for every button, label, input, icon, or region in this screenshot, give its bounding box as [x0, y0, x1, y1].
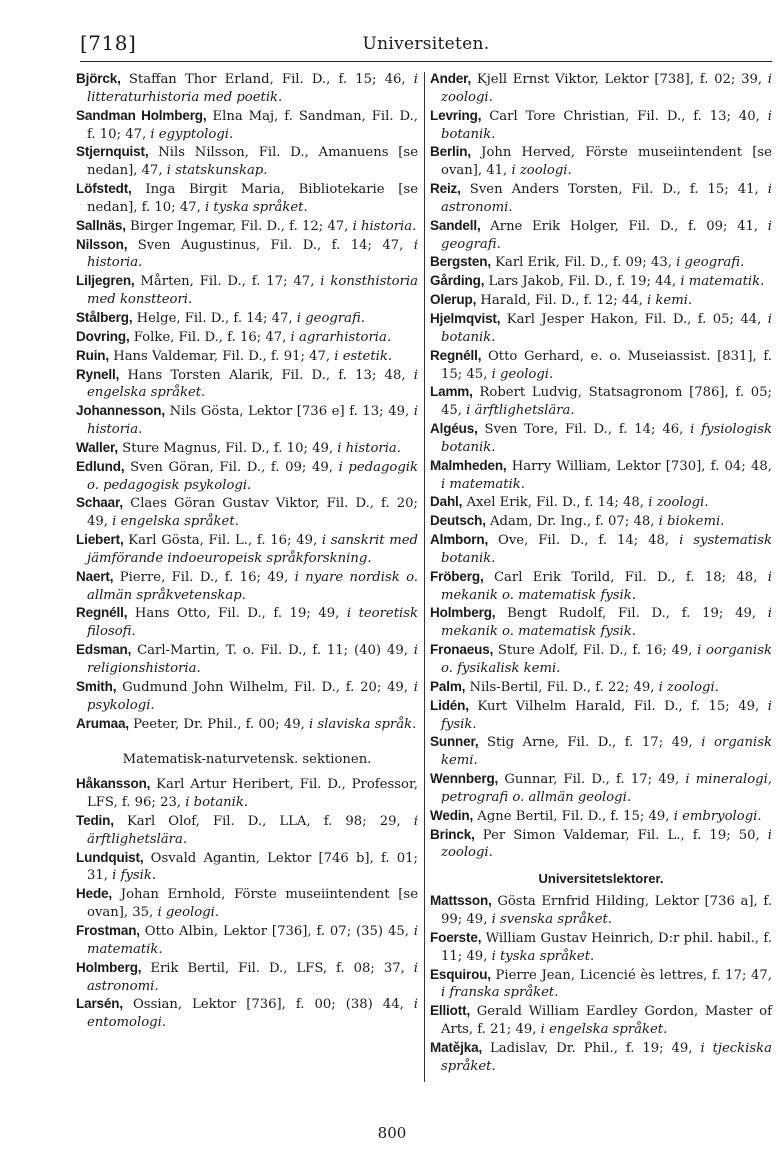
entry-name: Löfstedt,	[76, 181, 132, 197]
entry-name: Wedin,	[430, 807, 474, 823]
entry-details: Sture Magnus, Fil. D., f. 10; 49,	[117, 440, 338, 456]
entry-subject: i matematik.	[87, 923, 418, 957]
entry-details: Elna Maj, f. Sandman, Fil. D., f. 10; 47,	[87, 108, 418, 142]
directory-entry	[430, 641, 772, 678]
entry-details: Ladislav, Dr. Phil., f. 19; 49,	[482, 1040, 701, 1056]
entry-name: Lundquist,	[76, 849, 144, 865]
entry-details: Adam, Dr. Ing., f. 07; 48,	[485, 514, 659, 530]
entry-name: Rynell,	[76, 366, 120, 382]
entry-details: William Gustav Heinrich, D:r phil. habil., f. 11; 49,	[441, 930, 772, 964]
entry-name: Deutsch,	[430, 513, 486, 529]
entry-name: Reiz,	[430, 181, 461, 197]
entry-name: Liljegren,	[76, 273, 135, 289]
entry-subject: i matematik.	[441, 476, 525, 492]
entry-subject: i religionshistoria.	[87, 643, 418, 676]
directory-entry	[430, 826, 772, 863]
entry-details: Robert Ludvig, Statsagronom [786], f. 05; 45,	[441, 385, 772, 419]
directory-entry	[430, 383, 772, 420]
directory-entry	[430, 253, 772, 272]
entry-list	[76, 775, 418, 1032]
entry-name: Sandman Holmberg,	[76, 107, 207, 123]
entry-details: Otto Albin, Lektor [736], f. 07; (35) 45,	[139, 923, 414, 939]
directory-entry	[430, 1002, 772, 1039]
entry-details: Ossian, Lektor [736], f. 00; (38) 44,	[122, 997, 414, 1013]
directory-entry	[430, 70, 772, 107]
entry-name: Sunner,	[430, 734, 479, 750]
entry-details: Agne Bertil, Fil. D., f. 15; 49,	[473, 808, 674, 824]
directory-entry	[430, 697, 772, 734]
entry-list	[76, 70, 418, 733]
directory-entry	[430, 531, 772, 568]
entry-subject: i zoologi.	[648, 495, 709, 511]
entry-name: Johannesson,	[76, 403, 165, 419]
entry-name: Lamm,	[430, 384, 473, 400]
entry-details: Gudmund John Wilhelm, Fil. D., f. 20; 49,	[116, 679, 414, 695]
directory-entry	[76, 715, 418, 734]
entry-subject: i botanik.	[441, 311, 772, 345]
entry-name: Nilsson,	[76, 236, 128, 252]
entry-name: Edsman,	[76, 642, 132, 658]
entry-name: Wennberg,	[430, 771, 499, 787]
directory-entry	[430, 217, 772, 254]
entry-details: Staffan Thor Erland, Fil. D., f. 15; 46,	[120, 72, 414, 87]
entry-subject: i fysik.	[441, 698, 772, 732]
entry-details: Carl-Martin, T. o. Fil. D., f. 11; (40) 49,	[131, 643, 414, 659]
entry-list	[430, 70, 772, 862]
entry-subject: i pedagogik o. pedagogisk psykologi.	[87, 459, 418, 493]
entry-details: Sven Anders Torsten, Fil. D., f. 15; 41,	[460, 182, 768, 198]
entry-subject: i estetik.	[334, 348, 393, 364]
entry-subject: i fysiologisk botanik.	[441, 422, 772, 455]
entry-details: Gerald William Eardley Gordon, Master of Arts, f. 21; 49,	[441, 1004, 772, 1038]
directory-entry	[430, 291, 772, 310]
entry-subject: i litteraturhistoria med poetik.	[87, 72, 418, 105]
entry-subject: i geologi.	[157, 905, 220, 921]
entry-name: Foerste,	[430, 929, 482, 945]
directory-entry	[76, 70, 418, 107]
entry-name: Fröberg,	[430, 568, 484, 584]
entry-subject: i matematik.	[680, 274, 765, 290]
entry-details: Per Simon Valdemar, Fil. L., f. 19; 50,	[474, 827, 768, 843]
entry-details: Carl Erik Torild, Fil. D., f. 18; 48,	[483, 569, 768, 585]
entry-details: Stig Arne, Fil. D., f. 17; 49,	[478, 735, 702, 751]
entry-details: Carl Tore Christian, Fil. D., f. 13; 40,	[481, 108, 768, 124]
entry-subject: i embryologi.	[673, 808, 762, 824]
directory-entry	[430, 568, 772, 605]
entry-details: Osvald Agantin, Lektor [746 b], f. 01; 31,	[87, 850, 418, 884]
entry-name: Frostman,	[76, 922, 140, 938]
entry-details: Sven Göran, Fil. D., f. 09; 49,	[124, 459, 339, 475]
entry-name: Brinck,	[430, 826, 475, 842]
directory-entry	[76, 531, 418, 568]
directory-entry	[76, 309, 418, 328]
page-number: 800	[377, 1124, 407, 1142]
directory-entry	[76, 604, 418, 641]
entry-name: Fronaeus,	[430, 642, 494, 658]
entry-details: Inga Birgit Maria, Bibliotekarie [se nedan], f. 10; 47,	[87, 182, 418, 215]
entry-details: Gösta Ernfrid Hilding, Lektor [736 a], f. 99; 49,	[441, 894, 772, 927]
entry-details: Axel Erik, Fil. D., f. 14; 48,	[462, 495, 649, 511]
entry-subject: i sanskrit med jämförande indoeuropeisk språkforskning.	[87, 533, 418, 566]
entry-details: Folke, Fil. D., f. 16; 47,	[129, 329, 291, 345]
entry-name: Ruin,	[76, 347, 109, 363]
entry-name: Edlund,	[76, 458, 125, 474]
entry-subject: i slaviska språk.	[308, 716, 417, 732]
directory-entry	[430, 604, 772, 641]
directory-entry	[76, 568, 418, 605]
entry-subject: i fysik.	[112, 868, 157, 884]
entry-details: Lars Jakob, Fil. D., f. 19; 44,	[484, 274, 681, 290]
directory-entry	[430, 420, 772, 457]
entry-details: Sture Adolf, Fil. D., f. 16; 49,	[493, 643, 698, 659]
entry-details: Mårten, Fil. D., f. 17; 47,	[134, 274, 321, 290]
left-column	[76, 70, 418, 1032]
page-reference: [718]	[80, 31, 137, 55]
running-header	[80, 31, 772, 62]
entry-subject: i franska språket.	[441, 985, 559, 1001]
entry-details: Harald, Fil. D., f. 12; 44,	[476, 293, 648, 309]
entry-details: Gunnar, Fil. D., f. 17; 49,	[498, 772, 686, 788]
entry-name: Dahl,	[430, 494, 463, 510]
entry-subject: i svenska språket.	[491, 911, 612, 927]
directory-entry	[430, 272, 772, 291]
entry-name: Bergsten,	[430, 254, 491, 270]
entry-details: Sven Augustinus, Fil. D., f. 14; 47,	[127, 237, 414, 253]
section-heading: Matematisk-naturvetensk. sektionen.	[122, 752, 372, 768]
entry-subject: i astronomi.	[87, 960, 418, 994]
directory-entry	[76, 107, 418, 144]
entry-name: Smith,	[76, 678, 117, 694]
directory-entry	[430, 966, 772, 1003]
directory-entry	[430, 807, 772, 826]
entry-name: Matějka,	[430, 1039, 483, 1055]
entry-details: Peeter, Dr. Phil., f. 00; 49,	[128, 716, 309, 732]
entry-details: Otto Gerhard, e. o. Museiassist. [831], f. 15; 45,	[441, 348, 772, 382]
entry-name: Dovring,	[76, 328, 130, 344]
entry-details: Karl Gösta, Fil. L., f. 16; 49,	[123, 533, 322, 549]
entry-subject: i geografi.	[296, 310, 365, 326]
entry-name: Holmberg,	[430, 605, 496, 621]
directory-entry	[430, 457, 772, 494]
entry-details: Karl Artur Heribert, Fil. D., Professor, LFS, f. 96; 23,	[87, 777, 418, 811]
entry-name: Håkansson,	[76, 776, 151, 792]
directory-entry	[76, 439, 418, 458]
entry-subject: i engelska språket.	[112, 514, 239, 530]
entry-name: Larsén,	[76, 996, 123, 1012]
directory-entry	[430, 310, 772, 347]
directory-entry	[76, 236, 418, 273]
entry-subject: i mekanik o. matematisk fysik.	[441, 569, 772, 603]
entry-subject: i tyska språket.	[491, 948, 595, 964]
entry-details: Arne Erik Holger, Fil. D., f. 09; 41,	[480, 218, 768, 234]
entry-details: Nils Nilsson, Fil. D., Amanuens [se nedan], 47,	[87, 145, 418, 179]
directory-entry	[430, 180, 772, 217]
entry-name: Gårding,	[430, 273, 485, 289]
entry-name: Mattsson,	[430, 893, 492, 909]
entry-details: Claes Göran Gustav Viktor, Fil. D., f. 20; 49,	[87, 496, 418, 530]
entry-name: Sallnäs,	[76, 217, 126, 233]
entry-subject: i historia.	[337, 440, 401, 456]
entry-name: Esquirou,	[430, 966, 491, 982]
entry-details: Bengt Rudolf, Fil. D., f. 19; 49,	[495, 606, 768, 622]
entry-name: Levring,	[430, 107, 482, 123]
entry-name: Malmheden,	[430, 457, 507, 473]
directory-entry	[430, 678, 772, 697]
entry-details: Harry William, Lektor [730], f. 04; 48,	[506, 458, 772, 474]
directory-entry	[430, 1039, 772, 1076]
entry-details: Karl Jesper Hakon, Fil. D., f. 05; 44,	[500, 311, 768, 327]
entry-subject: i agrarhistoria.	[290, 329, 392, 345]
entry-subject: i systematisk botanik.	[441, 533, 772, 566]
directory-entry	[76, 959, 418, 996]
entry-details: Helge, Fil. D., f. 14; 47,	[132, 310, 297, 326]
entry-subject: i entomologi.	[87, 997, 418, 1031]
directory-entry	[76, 328, 418, 347]
directory-entry	[430, 143, 772, 180]
directory-entry	[76, 217, 418, 236]
entry-name: Liebert,	[76, 532, 124, 548]
directory-entry	[76, 180, 418, 217]
entry-name: Björck,	[76, 71, 121, 86]
entry-details: Pierre Jean, Licencié ès lettres, f. 17; 47,	[490, 967, 772, 983]
entry-subject: i historia.	[87, 404, 418, 438]
entry-subject: i egyptologi.	[150, 126, 234, 142]
entry-details: Johan Ernhold, Förste museiintendent [se ovan], 35,	[87, 887, 418, 921]
entry-subject: i engelska språket.	[87, 367, 418, 401]
entry-name: Regnéll,	[430, 347, 482, 363]
entry-subject: i nyare nordisk o. allmän språkvetenskap.	[87, 569, 419, 603]
section-heading: Universitetslektorer.	[538, 871, 664, 887]
entry-list	[430, 892, 772, 1075]
entry-name: Berlin,	[430, 144, 471, 160]
directory-entry	[76, 775, 418, 812]
entry-name: Regnéll,	[76, 605, 128, 621]
entry-name: Stjernquist,	[76, 144, 149, 160]
directory-entry	[76, 885, 418, 922]
entry-details: Kjell Ernst Viktor, Lektor [738], f. 02; 39,	[471, 72, 768, 87]
entry-name: Elliott,	[430, 1003, 471, 1019]
entry-subject: i historia.	[352, 218, 417, 234]
running-title: Universiteten.	[362, 34, 490, 54]
entry-subject: i astronomi.	[441, 182, 772, 215]
entry-name: Lidén,	[430, 697, 469, 713]
entry-subject: i statskunskap.	[166, 163, 268, 179]
entry-details: Karl Erik, Fil. D., f. 09; 43,	[490, 255, 677, 271]
entry-details: Hans Torsten Alarik, Fil. D., f. 13; 48,	[119, 367, 414, 383]
entry-name: Olerup,	[430, 292, 477, 308]
entry-subject: i botanik.	[185, 795, 249, 811]
entry-subject: i teoretisk filosofi.	[87, 606, 418, 640]
entry-subject: i zoologi.	[511, 163, 572, 179]
entry-subject: i ärftlighetslära.	[87, 813, 418, 847]
entry-subject: i oorganisk o. fysikalisk kemi.	[441, 643, 772, 676]
entry-subject: i psykologi.	[87, 679, 418, 713]
entry-subject: i mineralogi, petrografi o. allmän geologi.	[441, 772, 772, 805]
directory-entry	[430, 770, 772, 807]
entry-name: Almborn,	[430, 532, 489, 548]
entry-subject: i tyska språket.	[205, 199, 308, 215]
entry-subject: i zoologi.	[441, 72, 772, 105]
entry-name: Hede,	[76, 886, 113, 902]
entry-details: Birger Ingemar, Fil. D., f. 12; 47,	[125, 218, 353, 234]
entry-name: Tedin,	[76, 812, 114, 828]
entry-details: Hans Otto, Fil. D., f. 19; 49,	[127, 606, 347, 622]
entry-details: Kurt Vilhelm Harald, Fil. D., f. 15; 49,	[468, 698, 768, 714]
directory-entry	[76, 849, 418, 886]
directory-entry	[430, 107, 772, 144]
entry-name: Palm,	[430, 678, 466, 694]
entry-details: John Herved, Förste museiintendent [se ovan], 41,	[441, 145, 772, 179]
entry-details: Nils-Bertil, Fil. D., f. 22; 49,	[465, 679, 659, 695]
entry-subject: i mekanik o. matematisk fysik.	[441, 606, 772, 640]
entry-name: Waller,	[76, 439, 118, 455]
right-column	[430, 70, 772, 1076]
entry-subject: i tjeckiska språket.	[441, 1040, 772, 1074]
entry-details: Erik Bertil, Fil. D., LFS, f. 08; 37,	[141, 960, 414, 976]
entry-subject: i kemi.	[647, 293, 693, 309]
entry-details: Pierre, Fil. D., f. 16; 49,	[113, 569, 295, 585]
directory-entry	[76, 366, 418, 403]
entry-subject: i geologi.	[491, 366, 554, 382]
column-divider	[424, 72, 425, 1082]
directory-entry	[76, 995, 418, 1032]
directory-entry	[430, 892, 772, 929]
directory-entry	[76, 678, 418, 715]
entry-subject: i geografi.	[441, 218, 772, 252]
entry-name: Stålberg,	[76, 309, 133, 325]
entry-name: Ander,	[430, 71, 472, 86]
entry-name: Arumaa,	[76, 715, 129, 731]
directory-entry	[430, 733, 772, 770]
directory-entry	[430, 493, 772, 512]
entry-name: Schaar,	[76, 495, 123, 511]
entry-name: Naert,	[76, 568, 114, 584]
directory-entry	[76, 272, 418, 309]
entry-subject: i zoologi.	[441, 827, 772, 861]
entry-subject: i zoologi.	[658, 679, 719, 695]
directory-entry	[76, 641, 418, 678]
entry-subject: i konsthistoria med konstteori.	[87, 274, 418, 308]
entry-name: Sandell,	[430, 217, 481, 233]
entry-details: Ove, Fil. D., f. 14; 48,	[488, 533, 680, 549]
entry-subject: i engelska språket.	[540, 1022, 668, 1038]
entry-name: Holmberg,	[76, 959, 142, 975]
directory-entry	[430, 347, 772, 384]
entry-details: Nils Gösta, Lektor [736 e] f. 13; 49,	[164, 404, 414, 420]
entry-subject: i botanik.	[441, 108, 772, 142]
directory-entry	[76, 812, 418, 849]
directory-entry	[76, 458, 418, 495]
directory-entry	[430, 512, 772, 531]
entry-subject: i geografi.	[676, 255, 745, 271]
entry-details: Hans Valdemar, Fil. D., f. 91; 47,	[109, 348, 335, 364]
entry-name: Hjelmqvist,	[430, 310, 501, 326]
entry-subject: i historia.	[87, 237, 418, 271]
directory-entry	[76, 143, 418, 180]
entry-details: Sven Tore, Fil. D., f. 14; 46,	[477, 422, 691, 438]
entry-subject: i ärftlighetslära.	[466, 403, 575, 419]
entry-subject: i biokemi.	[658, 514, 725, 530]
directory-entry	[76, 922, 418, 959]
directory-entry	[430, 929, 772, 966]
directory-entry	[76, 402, 418, 439]
directory-entry	[76, 347, 418, 366]
directory-entry	[76, 494, 418, 531]
entry-name: Algéus,	[430, 421, 478, 437]
entry-details: Karl Olof, Fil. D., LLA, f. 98; 29,	[113, 813, 414, 829]
entry-subject: i organisk kemi.	[441, 735, 772, 769]
